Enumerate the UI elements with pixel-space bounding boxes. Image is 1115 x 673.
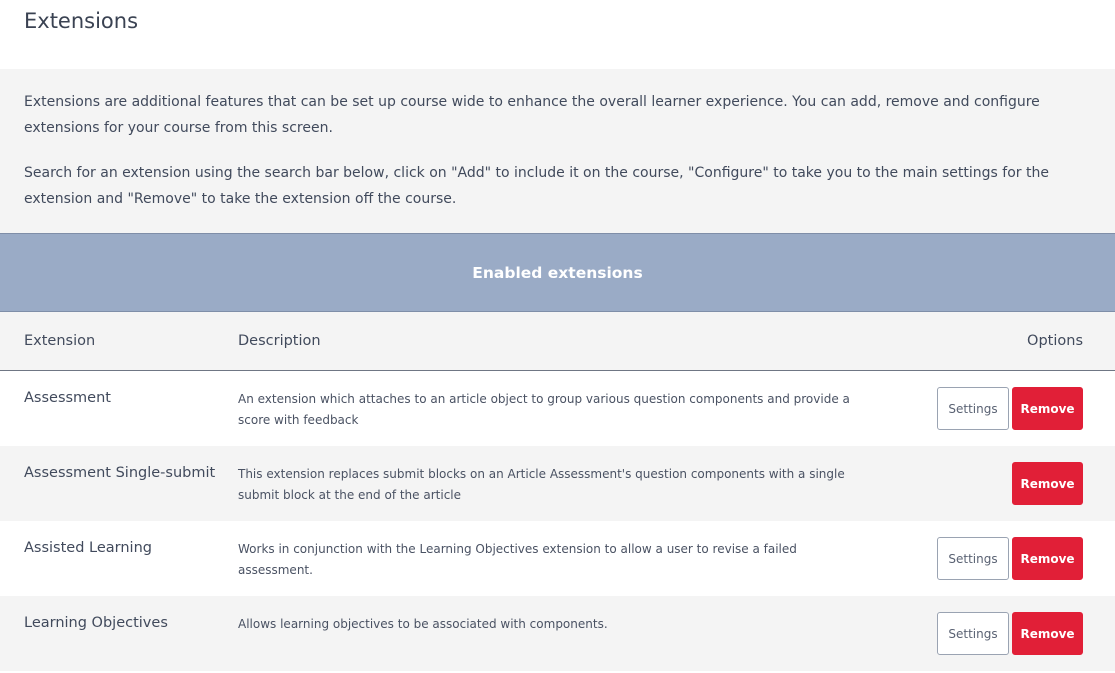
section-title: Enabled extensions [472, 263, 643, 282]
table-header [0, 312, 1115, 371]
table-row [0, 446, 1115, 521]
extension-name: Assisted Learning [24, 540, 152, 556]
extension-name: Assessment [24, 390, 111, 406]
row-options [937, 521, 1083, 596]
table-row [0, 521, 1115, 596]
remove-button[interactable]: Remove [1012, 387, 1083, 430]
remove-button[interactable]: Remove [1012, 612, 1083, 655]
row-options [937, 596, 1083, 671]
page-header [0, 0, 1115, 69]
column-header-options: Options [1027, 333, 1083, 349]
intro-paragraph-1: Extensions are additional features that can be set up course wide to enhance the overall learner experience. You can add, remove and configure extensions for your course from this screen. [24, 94, 1040, 136]
settings-button[interactable]: Settings [937, 537, 1009, 580]
intro-panel [0, 69, 1115, 233]
remove-button[interactable]: Remove [1012, 462, 1083, 505]
settings-button[interactable]: Settings [937, 387, 1009, 430]
column-header-extension: Extension [24, 333, 96, 349]
enabled-extensions-header [0, 233, 1115, 312]
intro-paragraph-2: Search for an extension using the search bar below, click on "Add" to include it on the course, "Configure" to take you to the main settings for the extension and "Remove" to take the extension off the course. [24, 165, 1049, 207]
extension-name: Assessment Single-submit [24, 465, 216, 481]
row-options [1012, 446, 1083, 521]
table-row [0, 596, 1115, 671]
extension-name: Learning Objectives [24, 615, 168, 631]
page-title: Extensions [24, 9, 139, 33]
row-options [937, 371, 1083, 446]
column-header-description: Description [238, 333, 321, 349]
extension-description: Allows learning objectives to be associated with components. [238, 617, 608, 631]
extension-description: Works in conjunction with the Learning Objectives extension to allow a user to revise a failed assessment. [238, 542, 797, 577]
extension-description: This extension replaces submit blocks on an Article Assessment's question components with a single submit block at the end of the article [238, 467, 845, 502]
table-row [0, 371, 1115, 446]
settings-button[interactable]: Settings [937, 612, 1009, 655]
remove-button[interactable]: Remove [1012, 537, 1083, 580]
extension-description: An extension which attaches to an article object to group various question components and provide a score with feedback [238, 392, 850, 427]
